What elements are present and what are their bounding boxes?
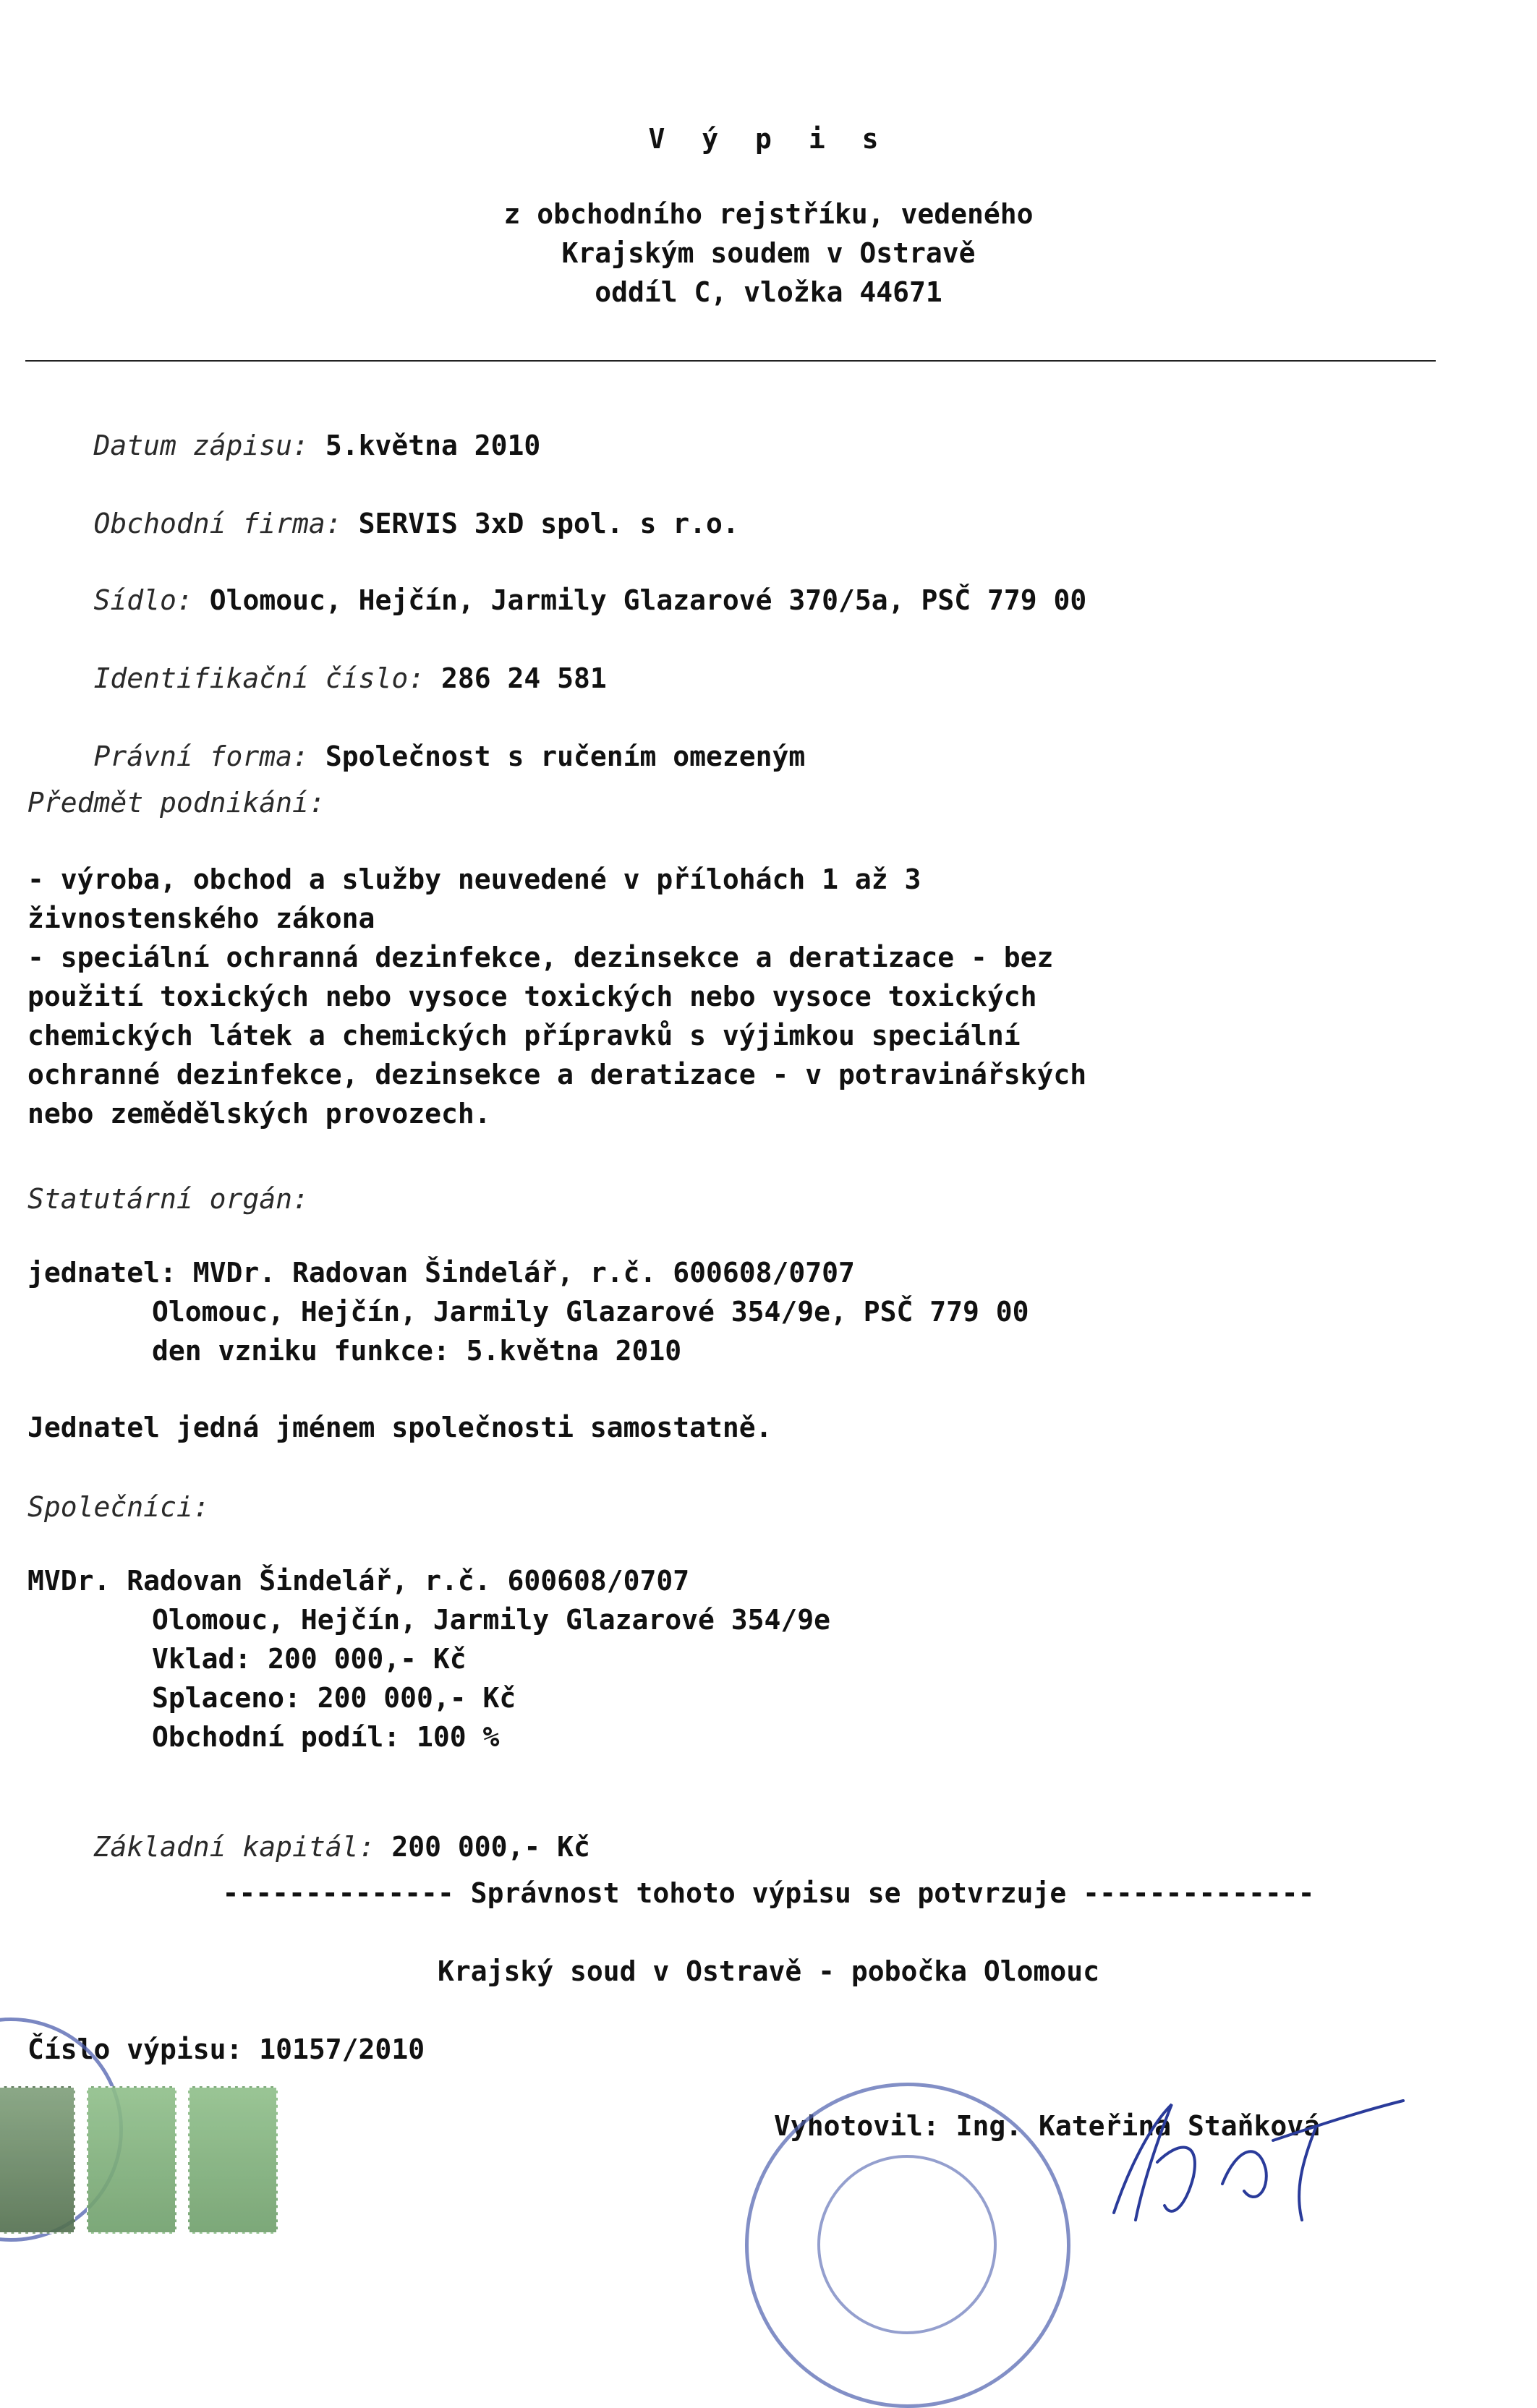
vyhotovil-line: Vyhotovil: Ing. Kateřina Staňková <box>774 2110 1320 2142</box>
predmet-line: nebo zemědělských provozech. <box>27 1098 491 1130</box>
round-stamp-right-inner <box>817 2155 997 2334</box>
revenue-stamp-3 <box>188 2086 278 2234</box>
sidlo-label: Sídlo: <box>93 584 193 616</box>
spolecnik-vklad: Vklad: 200 000,- Kč <box>152 1643 467 1675</box>
predmet-line: použití toxických nebo vysoce toxických nebo vysoce toxických <box>27 981 1037 1012</box>
sidlo-value: Olomouc, Hejčín, Jarmily Glazarové 370/5a, PSČ 779 00 <box>209 584 1087 616</box>
ic-value: 286 24 581 <box>440 662 607 694</box>
ic-label: Identifikační číslo: <box>93 662 425 694</box>
predmet-line: živnostenského zákona <box>27 902 375 934</box>
datum-label: Datum zápisu: <box>93 430 309 461</box>
spolecnik-line-1: MVDr. Radovan Šindelář, r.č. 600608/0707 <box>27 1565 690 1597</box>
potvrzeni-line: -------------- Správnost tohoto výpisu se potvrzuje -------------- <box>222 1877 1315 1909</box>
jednani-line: Jednatel jedná jménem společnosti samostatně. <box>27 1412 772 1443</box>
predmet-line: - výroba, obchod a služby neuvedené v přílohách 1 až 3 <box>27 863 921 895</box>
firma-label: Obchodní firma: <box>93 508 342 539</box>
spolecnik-line-2: Olomouc, Hejčín, Jarmily Glazarové 354/9e <box>152 1604 830 1636</box>
predmet-line: chemických látek a chemických přípravků s výjimkou speciální <box>27 1020 1021 1051</box>
kapital-label: Základní kapitál: <box>93 1831 375 1863</box>
predmet-line: ochranné dezinfekce, dezinsekce a deratizace - v potravinářských <box>27 1059 1087 1090</box>
statutarni-label: Statutární orgán: <box>27 1183 309 1215</box>
spolecnik-splaceno: Splaceno: 200 000,- Kč <box>152 1682 516 1714</box>
revenue-stamp-2 <box>87 2086 176 2234</box>
signature-image <box>1085 2097 1410 2226</box>
firma-value: SERVIS 3xD spol. s r.o. <box>358 508 739 539</box>
soud-line: Krajský soud v Ostravě - pobočka Olomouc <box>437 1955 1100 1987</box>
header-line-1: z obchodního rejstříku, vedeného <box>503 198 1034 230</box>
header-line-3: oddíl C, vložka 44671 <box>595 276 942 308</box>
forma-label: Právní forma: <box>93 740 309 772</box>
header-divider <box>25 360 1436 362</box>
datum-value: 5.května 2010 <box>325 430 541 461</box>
spolecnici-label: Společníci: <box>27 1491 210 1523</box>
jednatel-line-1: jednatel: MVDr. Radovan Šindelář, r.č. 600608/0707 <box>27 1257 855 1289</box>
predmet-line: - speciální ochranná dezinfekce, dezinsekce a deratizace - bez <box>27 942 1054 973</box>
header-line-2: Krajským soudem v Ostravě <box>561 237 976 269</box>
cislo-vypisu: Číslo výpisu: 10157/2010 <box>27 2033 425 2065</box>
document-title: V ý p i s <box>648 123 889 155</box>
predmet-label: Předmět podnikání: <box>27 787 325 819</box>
spolecnik-podil: Obchodní podíl: 100 % <box>152 1721 500 1753</box>
revenue-stamp-1 <box>0 2086 75 2234</box>
jednatel-line-3: den vzniku funkce: 5.května 2010 <box>152 1335 682 1367</box>
forma-value: Společnost s ručením omezeným <box>325 740 806 772</box>
kapital-value: 200 000,- Kč <box>391 1831 590 1863</box>
jednatel-line-2: Olomouc, Hejčín, Jarmily Glazarové 354/9e, PSČ 779 00 <box>152 1296 1029 1328</box>
